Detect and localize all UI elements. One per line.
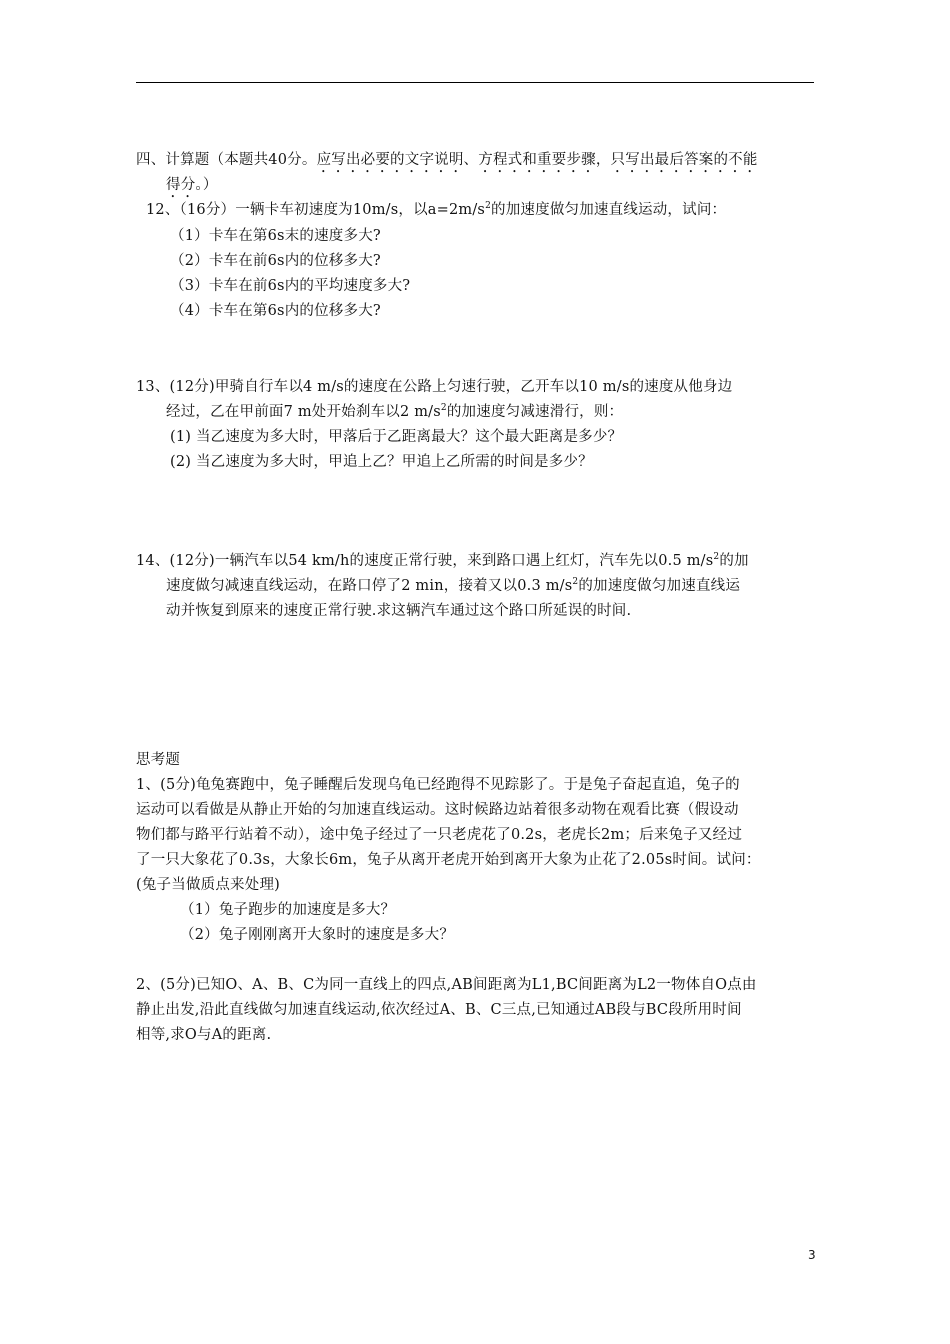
section4-title-line2: 得分。）: [166, 177, 218, 193]
page-number: 3: [808, 1248, 816, 1262]
q13-sub-2: (2) 当乙速度为多大时，甲追上乙？甲追上乙所需的时间是多少？: [170, 454, 593, 470]
think-p1-line5: (兔子当做质点来处理): [136, 877, 281, 893]
q12-sub-3: （3）卡车在前6s内的平均速度多大?: [170, 278, 411, 294]
q13-sub-1: (1) 当乙速度为多大时，甲落后于乙距离最大？这个最大距离是多少？: [170, 429, 623, 445]
think-p1-line4: 了一只大象花了0.3s，大象长6m，兔子从离开老虎开始到离开大象为止花了2.05s时间。试问：: [136, 852, 761, 868]
q12-stem: 12、（16分）一辆卡车初速度为10m/s，以$a=2m/s^2$的加速度做匀加速直线运动，试问：: [146, 201, 727, 218]
think-p2-line3: 相等,求O与A的距离.: [136, 1027, 272, 1043]
section4-title-line1: 四、计算题（本题共40分。应写出必要的文字说明、方程式和重要步骤，只写出最后答案的不能: [136, 152, 758, 168]
q14-line3: 动并恢复到原来的速度正常行驶.求这辆汽车通过这个路口所延误的时间.: [166, 603, 632, 619]
q14-line1: 14、(12分)一辆汽车以54 km/h的速度正常行驶，来到路口遇上红灯，汽车先以0.5 $m/s^2$的加: [136, 552, 749, 569]
think-p1-sub-2: （2）兔子刚刚离开大象时的速度是多大？: [180, 927, 455, 943]
think-p2-line1: 2、(5分)已知O、A、B、C为同一直线上的四点,AB间距离为L1,BC间距离为L2一物体自O点由: [136, 977, 757, 993]
q12-sub-2: （2）卡车在前6s内的位移多大?: [170, 253, 381, 269]
q13-line1: 13、(12分)甲骑自行车以4 m/s的速度在公路上匀速行驶，乙开车以10 m/s的速度从他身边: [136, 379, 733, 395]
q12-sub-4: （4）卡车在第6s内的位移多大?: [170, 303, 381, 319]
header-rule: [136, 82, 814, 83]
think-p1-line2: 运动可以看做是从静止开始的匀加速直线运动。这时候路边站着很多动物在观看比赛（假设动: [136, 802, 739, 818]
q13-line2: 经过，乙在甲前面7 m处开始刹车以2 $m/s^2$的加速度匀减速滑行，则：: [166, 403, 624, 420]
think-p1-line1: 1、(5分)龟兔赛跑中，兔子睡醒后发现乌龟已经跑得不见踪影了。于是兔子奋起直追，兔子的: [136, 777, 740, 793]
think-heading: 思考题: [136, 752, 181, 768]
think-p2-line2: 静止出发,沿此直线做匀加速直线运动,依次经过A、B、C三点,已知通过AB段与BC段所用时间: [136, 1002, 742, 1018]
think-p1-sub-1: （1）兔子跑步的加速度是多大？: [180, 902, 396, 918]
q14-line2: 速度做匀减速直线运动，在路口停了2 min，接着又以0.3 $m/s^2$的加速度做匀加速直线运: [166, 577, 741, 594]
q12-sub-1: （1）卡车在第6s末的速度多大?: [170, 228, 381, 244]
think-p1-line3: 物们都与路平行站着不动），途中兔子经过了一只老虎花了0.2s，老虎长2m；后来兔子又经过: [136, 827, 743, 843]
